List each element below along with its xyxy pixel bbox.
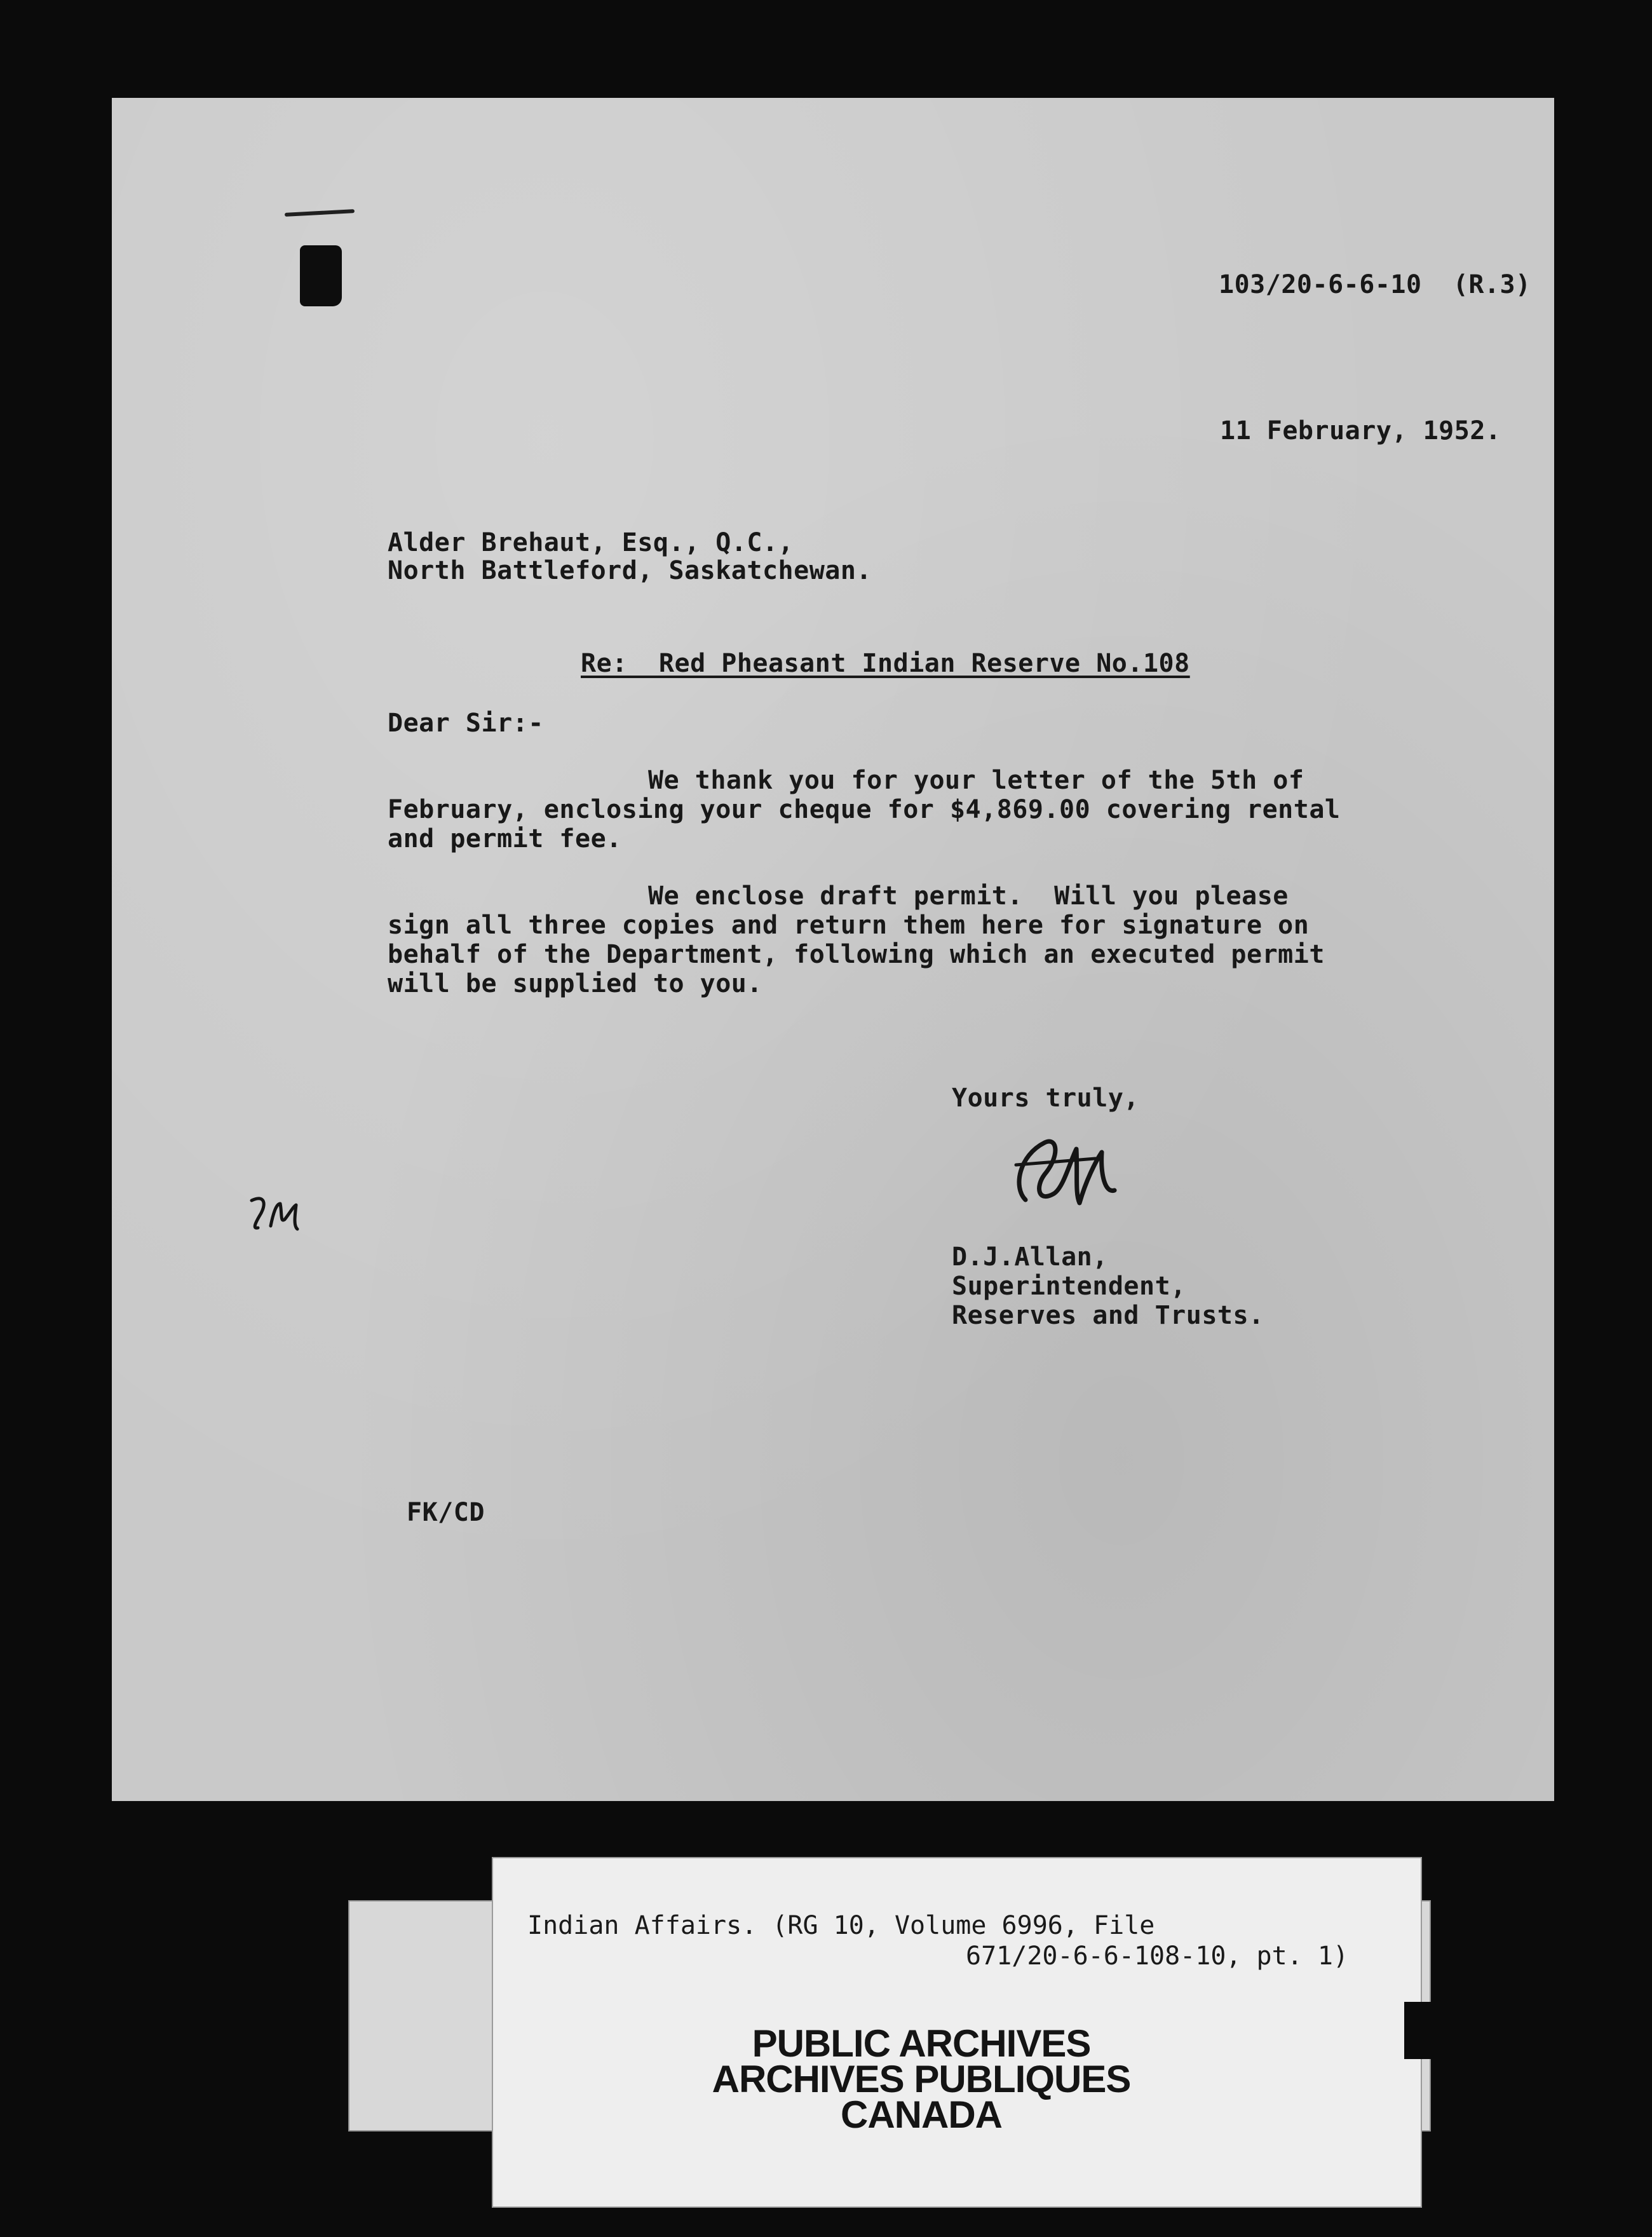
punch-hole <box>300 245 342 306</box>
addressee-name: Alder Brehaut, Esq., Q.C., <box>388 528 794 557</box>
signer-department: Reserves and Trusts. <box>952 1301 1264 1330</box>
archive-stamp-line-1: PUBLIC ARCHIVES <box>752 2022 1091 2065</box>
pen-mark <box>285 209 355 217</box>
addressee-location: North Battleford, Saskatchewan. <box>388 556 872 585</box>
letter-date: 11 February, 1952. <box>1220 416 1501 445</box>
typist-reference: FK/CD <box>407 1498 485 1527</box>
subject-line: Re: Red Pheasant Indian Reserve No.108 <box>581 649 1190 678</box>
archive-stamp-line-2: ARCHIVES PUBLIQUES <box>712 2058 1131 2100</box>
signer-title: Superintendent, <box>952 1272 1186 1301</box>
label-notch <box>1404 2002 1436 2059</box>
letter-page <box>112 98 1554 1801</box>
paragraph-1-line-2: February, enclosing your cheque for $4,869.00 covering rental <box>388 795 1341 824</box>
file-reference: 103/20-6-6-10 (R.3) <box>1219 270 1531 299</box>
paragraph-2-line-2: sign all three copies and return them here for signature on <box>388 911 1310 940</box>
salutation: Dear Sir:- <box>388 709 544 738</box>
handwritten-initials <box>245 1191 302 1235</box>
archive-citation-line-1: Indian Affairs. (RG 10, Volume 6996, File <box>527 1911 1155 1940</box>
paragraph-1-line-3: and permit fee. <box>388 824 622 853</box>
signer-name: D.J.Allan, <box>952 1242 1108 1272</box>
paragraph-2-line-4: will be supplied to you. <box>388 969 762 998</box>
paragraph-1-line-1: We thank you for your letter of the 5th of <box>648 766 1304 795</box>
signature <box>1000 1130 1127 1219</box>
closing: Yours truly, <box>952 1084 1139 1113</box>
archive-stamp-line-3: CANADA <box>841 2093 1002 2136</box>
paragraph-2-line-1: We enclose draft permit. Will you please <box>648 881 1289 911</box>
paragraph-2-line-3: behalf of the Department, following which an executed permit <box>388 940 1325 969</box>
archive-citation-line-2: 671/20-6-6-108-10, pt. 1) <box>966 1941 1349 1971</box>
